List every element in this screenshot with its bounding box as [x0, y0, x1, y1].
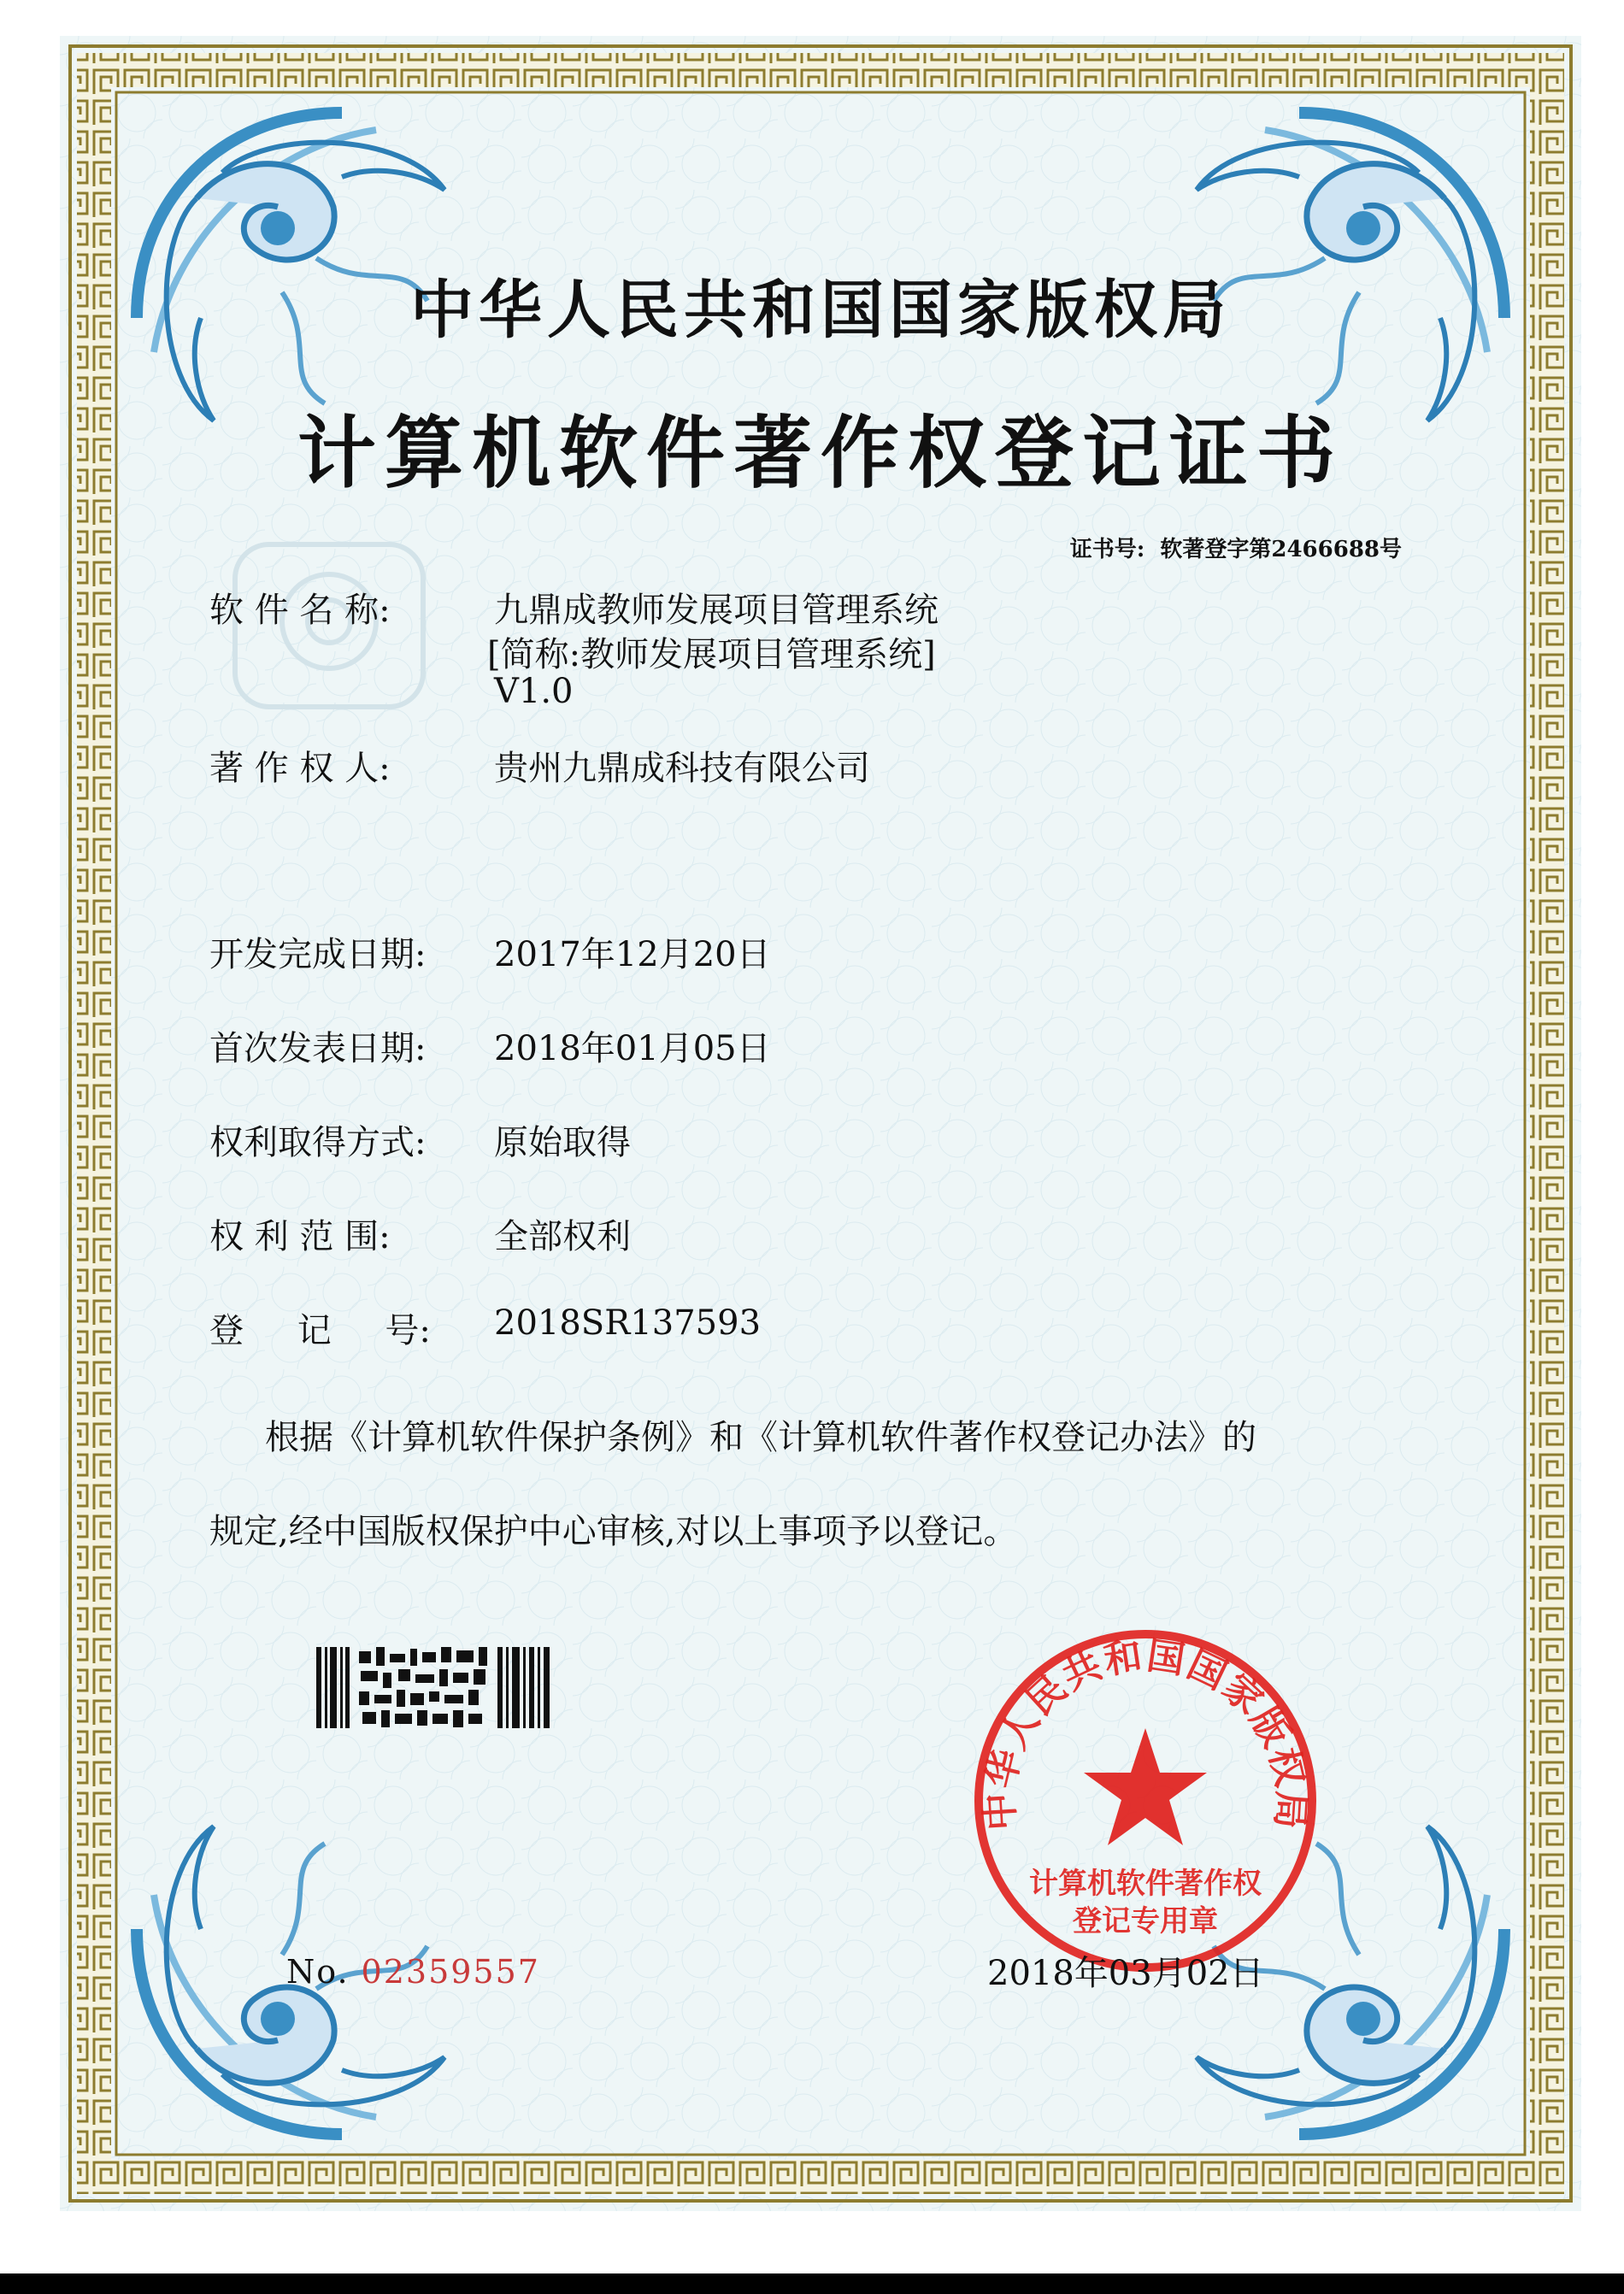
- certificate-number-value: 软著登字第2466688号: [1160, 537, 1402, 562]
- acquisition-value: 原始取得: [494, 1123, 631, 1162]
- scope-label: 权 利 范 围:: [209, 1217, 391, 1256]
- seal-star-icon: [1084, 1728, 1207, 1845]
- completion-date: 2017年12月20日: [494, 935, 771, 974]
- certificate-number-label: 证书号:: [1069, 537, 1145, 562]
- svg-text:中华人民共和国国家版权局: 中华人民共和国国家版权局: [977, 1633, 1314, 1832]
- issuing-authority: 中华人民共和国国家版权局: [410, 274, 1231, 347]
- scope-value: 全部权利: [494, 1217, 631, 1256]
- statement-line-2: 规定,经中国版权保护中心审核,对以上事项予以登记。: [209, 1512, 1018, 1551]
- owner-label: 著 作 权 人:: [209, 749, 391, 788]
- serial-number-value: 02359557: [361, 1953, 540, 1991]
- publish-date-label: 首次发表日期:: [209, 1029, 427, 1068]
- software-name: 九鼎成教师发展项目管理系统: [494, 591, 939, 630]
- certificate: [60, 36, 1581, 2211]
- completion-date-label: 开发完成日期:: [209, 935, 427, 974]
- registration-number: 2018SR137593: [494, 1303, 762, 1343]
- certificate-number: [1070, 532, 1402, 563]
- svg-text:计算机软件著作权: 计算机软件著作权: [1029, 1867, 1262, 1901]
- scan-edge-bar: [0, 2273, 1624, 2294]
- statement-line-1: 根据《计算机软件保护条例》和《计算机软件著作权登记办法》的: [265, 1418, 1256, 1457]
- software-version: V1.0: [494, 672, 574, 711]
- issue-date: 2018年03月02日: [987, 1954, 1264, 1993]
- certificate-title: 计算机软件著作权登记证书: [297, 408, 1344, 499]
- barcode: [316, 1647, 551, 1728]
- svg-text:登记专用章: 登记专用章: [1073, 1904, 1218, 1938]
- official-seal: [966, 1621, 1325, 1980]
- acquisition-label: 权利取得方式:: [209, 1123, 427, 1162]
- registration-number-label: 登 记 号:: [209, 1311, 431, 1350]
- publish-date: 2018年01月05日: [494, 1029, 771, 1068]
- serial-number-label: No.: [286, 1953, 350, 1991]
- owner-value: 贵州九鼎成科技有限公司: [494, 749, 870, 788]
- serial-number: [286, 1953, 540, 1991]
- software-short-name: [简称:教师发展项目管理系统]: [487, 635, 936, 674]
- software-name-label: 软 件 名 称:: [209, 591, 391, 630]
